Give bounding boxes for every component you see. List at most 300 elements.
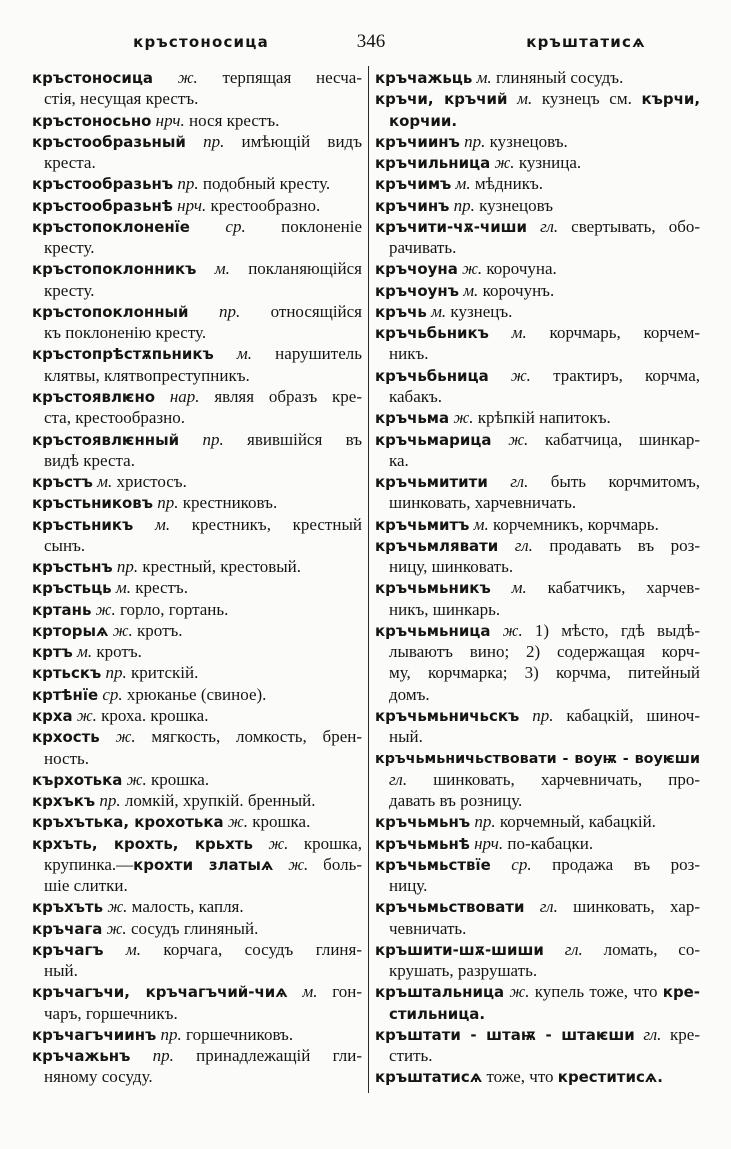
entry-line xyxy=(375,88,700,109)
definition-text: крушать, разрушать. xyxy=(389,961,538,981)
headword: кръчимъ xyxy=(375,175,452,194)
dictionary-entry xyxy=(375,173,700,194)
definition-text: корчемный, кабацкій. xyxy=(495,812,656,832)
grammar-label: пр. xyxy=(470,812,496,832)
grammar-label: гл. xyxy=(527,216,559,236)
entry-line xyxy=(32,599,362,620)
entry-line xyxy=(32,110,362,131)
headword: кръстопрѣстѫпьникъ xyxy=(32,345,214,364)
entry-line xyxy=(32,131,362,152)
entry-line xyxy=(32,662,362,683)
definition-text: корчмарь, корчем- xyxy=(526,323,701,343)
definition-text: корочунъ. xyxy=(478,280,555,300)
definition-text: видѣ креста. xyxy=(44,450,135,470)
headword: кръстопоклонный xyxy=(32,302,189,321)
entry-line xyxy=(32,939,362,960)
definition-text: ницу. xyxy=(389,876,428,896)
entry-line xyxy=(375,896,700,917)
definition-text: ность. xyxy=(44,748,89,768)
definition-text: корчага, сосудъ глиня- xyxy=(141,939,362,959)
dictionary-entry xyxy=(375,577,700,620)
entry-line xyxy=(32,173,362,194)
definition-text: кротъ. xyxy=(92,642,142,662)
entry-line xyxy=(32,1066,362,1087)
definition-text: крестъ. xyxy=(130,578,188,598)
headword: кръчоунъ xyxy=(375,281,459,300)
definition-text: кроха. крошка. xyxy=(96,705,209,725)
entry-line xyxy=(375,875,700,896)
headword: кръчьма xyxy=(375,409,450,428)
grammar-label: ж. xyxy=(504,982,530,1002)
headword: кръштатисѧ xyxy=(375,1068,483,1087)
entry-line xyxy=(32,960,362,981)
dictionary-entry xyxy=(32,981,362,1024)
grammar-label: пр. xyxy=(173,174,199,194)
headword: крхость xyxy=(32,728,100,747)
headword: кръстоявлѥно xyxy=(32,387,156,406)
entry-line xyxy=(375,705,700,726)
grammar-label: м. xyxy=(72,642,93,662)
dictionary-entry xyxy=(375,365,700,408)
entry-line xyxy=(32,152,362,173)
definition-text: терпящая несча- xyxy=(197,68,362,87)
definition-text: ломкій, хрупкій. бренный. xyxy=(120,791,316,811)
dictionary-entry xyxy=(32,918,362,939)
headword: кртъ xyxy=(32,643,73,662)
dictionary-entry xyxy=(32,790,362,811)
headword: кръчьбьница xyxy=(375,366,489,385)
dictionary-entry xyxy=(32,131,362,174)
definition-text: относящійся xyxy=(240,301,362,321)
entry-line xyxy=(32,641,362,662)
dictionary-entry xyxy=(32,896,362,917)
entry-line xyxy=(32,322,362,343)
entry-line xyxy=(32,365,362,386)
dictionary-entry xyxy=(375,896,700,939)
dictionary-entry xyxy=(375,1024,700,1067)
headword: кръстьникъ xyxy=(32,515,134,534)
definition-text: христосъ. xyxy=(112,472,187,492)
slavonic-term: стильница. xyxy=(389,1004,486,1023)
dictionary-entry xyxy=(375,258,700,279)
dictionary-entry xyxy=(32,1045,362,1088)
entry-line xyxy=(32,386,362,407)
definition-text: крестообразно. xyxy=(206,195,321,215)
entry-line xyxy=(32,705,362,726)
headword: кръшити-шѫ-шиши xyxy=(375,940,544,959)
headword: кръчьмьнѣ xyxy=(375,834,470,853)
definition-text: никъ. xyxy=(389,344,429,364)
entry-line xyxy=(32,535,362,556)
grammar-label: гл. xyxy=(543,939,583,959)
dictionary-entry xyxy=(32,833,362,897)
headword: кръчажьнъ xyxy=(32,1047,131,1066)
definition-text: продажа въ роз- xyxy=(531,854,701,874)
entry-line xyxy=(32,237,362,258)
entry-line xyxy=(375,748,700,769)
grammar-label: м. xyxy=(472,68,492,87)
definition-text: чевничать. xyxy=(389,918,467,938)
grammar-label: ж. xyxy=(153,68,198,87)
entry-line xyxy=(375,301,700,322)
grammar-label: гл. xyxy=(487,472,529,492)
entry-line xyxy=(32,981,362,1002)
grammar-label: гл. xyxy=(498,535,533,555)
dictionary-entry xyxy=(375,88,700,131)
headword: кръхъть xyxy=(32,898,104,917)
entry-line xyxy=(375,216,700,237)
headword: кръчьмитити xyxy=(375,473,488,492)
grammar-label: нрч. xyxy=(151,110,185,130)
entry-line xyxy=(375,237,700,258)
dictionary-entry xyxy=(32,343,362,386)
entry-line xyxy=(32,556,362,577)
entry-line xyxy=(375,343,700,364)
grammar-label: м. xyxy=(213,344,252,364)
dictionary-entry xyxy=(32,195,362,216)
definition-text: гон- xyxy=(317,982,363,1002)
entry-line xyxy=(32,1003,362,1024)
grammar-label: ж. xyxy=(252,833,289,853)
definition-text: купель тоже, что xyxy=(529,982,663,1002)
grammar-label: гл. xyxy=(389,769,408,789)
headword: крторыѧ xyxy=(32,621,109,640)
definition-text: шіе слитки. xyxy=(44,876,128,896)
definition-text: крестниковъ. xyxy=(178,493,278,513)
grammar-label: м. xyxy=(133,514,171,534)
definition-text: крестникъ, крестный xyxy=(170,514,362,534)
slavonic-term: корчии. xyxy=(389,111,458,130)
dictionary-entry xyxy=(375,620,700,705)
dictionary-entry xyxy=(375,471,700,514)
headword: кръчажьць xyxy=(375,69,473,87)
definition-text: сынъ. xyxy=(44,535,86,555)
dictionary-entry xyxy=(375,1066,700,1087)
grammar-label: пр. xyxy=(95,791,121,811)
headword: кръстопоклоненїе xyxy=(32,217,190,236)
definition-text: тоже, что xyxy=(482,1067,558,1087)
definition-text: корочуна. xyxy=(482,259,557,279)
definition-text: глиняный сосудъ. xyxy=(491,68,624,87)
entry-line xyxy=(32,620,362,641)
dictionary-entry xyxy=(375,322,700,365)
headword: крха xyxy=(32,706,73,725)
dictionary-entry xyxy=(375,939,700,982)
grammar-label: ж. xyxy=(490,153,515,173)
dictionary-entry xyxy=(375,854,700,897)
headword: кртьскъ xyxy=(32,664,102,683)
definition-text: принадлежащій гли- xyxy=(173,1046,363,1066)
grammar-label: ж. xyxy=(273,854,309,874)
headword: кръчь xyxy=(375,302,427,321)
entry-line xyxy=(375,1045,700,1066)
entry-line xyxy=(375,577,700,598)
dictionary-entry xyxy=(375,195,700,216)
slavonic-term: креститисѧ. xyxy=(557,1068,663,1087)
entry-line xyxy=(375,641,700,662)
dictionary-entry xyxy=(375,748,700,812)
dictionary-entry xyxy=(375,429,700,472)
definition-text: домъ. xyxy=(389,684,430,704)
headword: кръстообразьнѣ xyxy=(32,196,173,215)
dictionary-entry xyxy=(375,514,700,535)
entry-line xyxy=(375,258,700,279)
entry-line xyxy=(375,1003,700,1024)
entry-line xyxy=(32,429,362,450)
headword: кръчинъ xyxy=(375,196,450,215)
headword: кръстьнъ xyxy=(32,558,113,577)
left-column xyxy=(32,67,362,1088)
entry-line xyxy=(375,833,700,854)
definition-text: покланяющійся xyxy=(229,259,362,279)
entry-line xyxy=(32,811,362,832)
entry-line xyxy=(32,833,362,854)
definition-text: нарушитель xyxy=(252,344,362,364)
definition-text: подобный кресту. xyxy=(198,174,331,194)
dictionary-entry xyxy=(32,301,362,344)
definition-text: продавать въ роз- xyxy=(532,535,700,555)
grammar-label: ж. xyxy=(108,620,133,640)
definition-text: шинковать, харчевничать, про- xyxy=(407,769,700,789)
definition-text: давать въ розницу. xyxy=(389,791,523,811)
dictionary-entry xyxy=(32,662,362,683)
grammar-label: ж. xyxy=(91,599,116,619)
grammar-label: м. xyxy=(490,578,527,598)
definition-text: имѣющій видъ xyxy=(224,131,363,151)
grammar-label: пр. xyxy=(130,1046,174,1066)
definition-text: кресту. xyxy=(44,238,95,258)
dictionary-entry xyxy=(32,386,362,429)
dictionary-entry xyxy=(375,152,700,173)
headword: кръчьмьнъ xyxy=(375,813,471,832)
definition-text: поклоненіе xyxy=(245,216,362,236)
headword: кръчага xyxy=(32,919,103,938)
headword: кръштальница xyxy=(375,983,505,1002)
headword: кръчьмьствїе xyxy=(375,855,491,874)
slavonic-term: крохти златыѧ xyxy=(133,855,274,874)
definition-text: крошка. xyxy=(146,769,210,789)
definition-text: боль- xyxy=(308,854,362,874)
entry-line xyxy=(32,216,362,237)
definition-text: кре- xyxy=(661,1024,700,1044)
entry-line xyxy=(375,939,700,960)
dictionary-entry xyxy=(375,280,700,301)
dictionary-entry xyxy=(375,811,700,832)
definition-text: кузнецъ. xyxy=(446,301,513,321)
right-column xyxy=(375,67,700,1088)
definition-text: сосудъ глиняный. xyxy=(126,918,259,938)
entry-line xyxy=(32,471,362,492)
entry-line xyxy=(375,110,700,131)
dictionary-entry xyxy=(375,131,700,152)
headword: крхъть, крохть, крьхть xyxy=(32,834,253,853)
entry-line xyxy=(375,195,700,216)
definition-text: свертывать, обо- xyxy=(558,216,700,236)
definition-text: по-кабацки. xyxy=(503,833,594,853)
headword: кръчагъ xyxy=(32,940,104,959)
headword: кръчагъчиинъ xyxy=(32,1025,157,1044)
grammar-label: ж. xyxy=(488,365,531,385)
definition-text: ницу, шинковать. xyxy=(389,557,514,577)
grammar-label: м. xyxy=(451,174,471,194)
grammar-label: пр. xyxy=(112,557,139,577)
entry-line xyxy=(32,896,362,917)
entry-line xyxy=(32,301,362,322)
entry-line xyxy=(375,556,700,577)
headword: кръстопоклонникъ xyxy=(32,260,197,279)
grammar-label: м. xyxy=(103,939,142,959)
definition-text: крупинка.— xyxy=(44,854,134,874)
dictionary-entry xyxy=(32,429,362,472)
definition-text: кресту. xyxy=(44,280,95,300)
dictionary-entry xyxy=(32,471,362,492)
headword: кръчьмьница xyxy=(375,621,491,640)
entry-line xyxy=(375,662,700,683)
grammar-label: пр. xyxy=(101,663,127,683)
entry-line xyxy=(375,1066,700,1087)
headword: кртань xyxy=(32,600,92,619)
grammar-label: пр. xyxy=(185,131,225,151)
entry-line xyxy=(32,88,362,109)
dictionary-entry xyxy=(32,769,362,790)
definition-text: кабацкій, шиноч- xyxy=(553,705,701,725)
grammar-label: ж. xyxy=(102,918,127,938)
grammar-label: м. xyxy=(507,89,533,109)
headword: кръчьбьникъ xyxy=(375,324,489,343)
grammar-label: ж. xyxy=(491,429,529,449)
dictionary-entry xyxy=(32,620,362,641)
entry-line xyxy=(32,726,362,747)
dictionary-entry xyxy=(32,67,362,110)
headword: кръчьмьникъ xyxy=(375,579,491,598)
dictionary-entry xyxy=(32,641,362,662)
entry-line xyxy=(32,450,362,471)
grammar-label: ж. xyxy=(490,620,523,640)
definition-text: стія, несущая крестъ. xyxy=(44,89,199,109)
definition-text: крошка, xyxy=(288,833,362,853)
definition-text: мѣдникъ. xyxy=(470,174,544,194)
entry-line xyxy=(375,67,700,88)
entry-line xyxy=(32,514,362,535)
dictionary-entry xyxy=(375,535,700,578)
definition-text: крѣпкій напитокъ. xyxy=(473,408,611,428)
grammar-label: ж. xyxy=(103,897,128,917)
dictionary-entry xyxy=(32,556,362,577)
entry-line xyxy=(32,343,362,364)
headword: кръстъ xyxy=(32,473,93,492)
dictionary-entry xyxy=(375,705,700,748)
entry-line xyxy=(32,195,362,216)
definition-text: шинковать, харчевничать. xyxy=(389,493,577,513)
headword: крхъкъ xyxy=(32,792,96,811)
entry-line xyxy=(375,981,700,1002)
grammar-label: ж. xyxy=(223,812,248,832)
running-head-right: кръштатисѧ xyxy=(526,33,646,51)
definition-text: креста. xyxy=(44,153,96,173)
entry-line xyxy=(375,492,700,513)
definition-text: крестный, крестовый. xyxy=(138,557,302,577)
definition-text: 1) мѣсто, гдѣ выдѣ- xyxy=(522,620,700,640)
headword: кръчьмарица xyxy=(375,430,492,449)
headword: кръстообразьный xyxy=(32,132,186,151)
definition-text: нося крестъ. xyxy=(184,110,280,130)
entry-line xyxy=(375,684,700,705)
dictionary-entry xyxy=(32,492,362,513)
entry-line xyxy=(375,535,700,556)
entry-line xyxy=(32,407,362,428)
entry-line xyxy=(32,875,362,896)
entry-line xyxy=(375,322,700,343)
grammar-label: м. xyxy=(111,578,131,598)
dictionary-entry xyxy=(32,216,362,259)
definition-text: горшечниковъ. xyxy=(181,1024,294,1044)
headword: кръстообразьнъ xyxy=(32,175,174,194)
grammar-label: пр. xyxy=(156,1024,182,1044)
entry-line xyxy=(375,620,700,641)
headword: кръчьмьничьскъ xyxy=(375,706,520,725)
entry-line xyxy=(32,790,362,811)
definition-text: кузнецовъ xyxy=(474,195,554,215)
definition-text: явившійся въ xyxy=(223,429,362,449)
entry-line xyxy=(375,407,700,428)
definition-text: ный. xyxy=(389,727,423,747)
grammar-label: ж. xyxy=(99,727,136,747)
dictionary-entry xyxy=(32,599,362,620)
entry-line xyxy=(375,599,700,620)
entry-line xyxy=(375,471,700,492)
grammar-label: м. xyxy=(469,514,489,534)
grammar-label: пр. xyxy=(449,195,475,215)
dictionary-entry xyxy=(375,216,700,259)
grammar-label: пр. xyxy=(179,429,224,449)
grammar-label: ж. xyxy=(449,408,474,428)
definition-text: ный. xyxy=(44,961,78,981)
dictionary-entry xyxy=(32,514,362,557)
grammar-label: ср. xyxy=(98,684,123,704)
definition-text: ка. xyxy=(389,450,409,470)
definition-text: горло, гортань. xyxy=(115,599,229,619)
entry-line xyxy=(375,131,700,152)
definition-text: критскій. xyxy=(126,663,199,683)
dictionary-entry xyxy=(375,67,700,88)
definition-text: чаръ, горшечникъ. xyxy=(44,1003,178,1023)
entry-line xyxy=(375,152,700,173)
definition-text: му, корчмарка; 3) корчма, питейный xyxy=(389,663,700,683)
grammar-label: нар. xyxy=(155,386,200,406)
grammar-label: ср. xyxy=(490,854,532,874)
entry-line xyxy=(375,514,700,535)
entry-line xyxy=(32,684,362,705)
dictionary-entry xyxy=(32,811,362,832)
dictionary-entry xyxy=(32,939,362,982)
definition-text: няному сосуду. xyxy=(44,1067,153,1087)
dictionary-entry xyxy=(32,1024,362,1045)
dictionary-entry xyxy=(32,705,362,726)
headword: кртѣнїе xyxy=(32,685,99,704)
definition-text: кротъ. xyxy=(132,620,183,640)
definition-text: кабатчица, шинкар- xyxy=(528,429,700,449)
grammar-label: нрч. xyxy=(469,833,504,853)
headword: кръчоуна xyxy=(375,260,458,279)
dictionary-entry xyxy=(32,173,362,194)
definition-text: являя образъ кре- xyxy=(199,386,362,406)
headword: кръстоносьно xyxy=(32,111,152,130)
entry-line xyxy=(32,769,362,790)
dictionary-entry xyxy=(375,301,700,322)
dictionary-entry xyxy=(375,833,700,854)
grammar-label: нрч. xyxy=(172,195,207,215)
headword: кръчьмлявати xyxy=(375,536,499,555)
